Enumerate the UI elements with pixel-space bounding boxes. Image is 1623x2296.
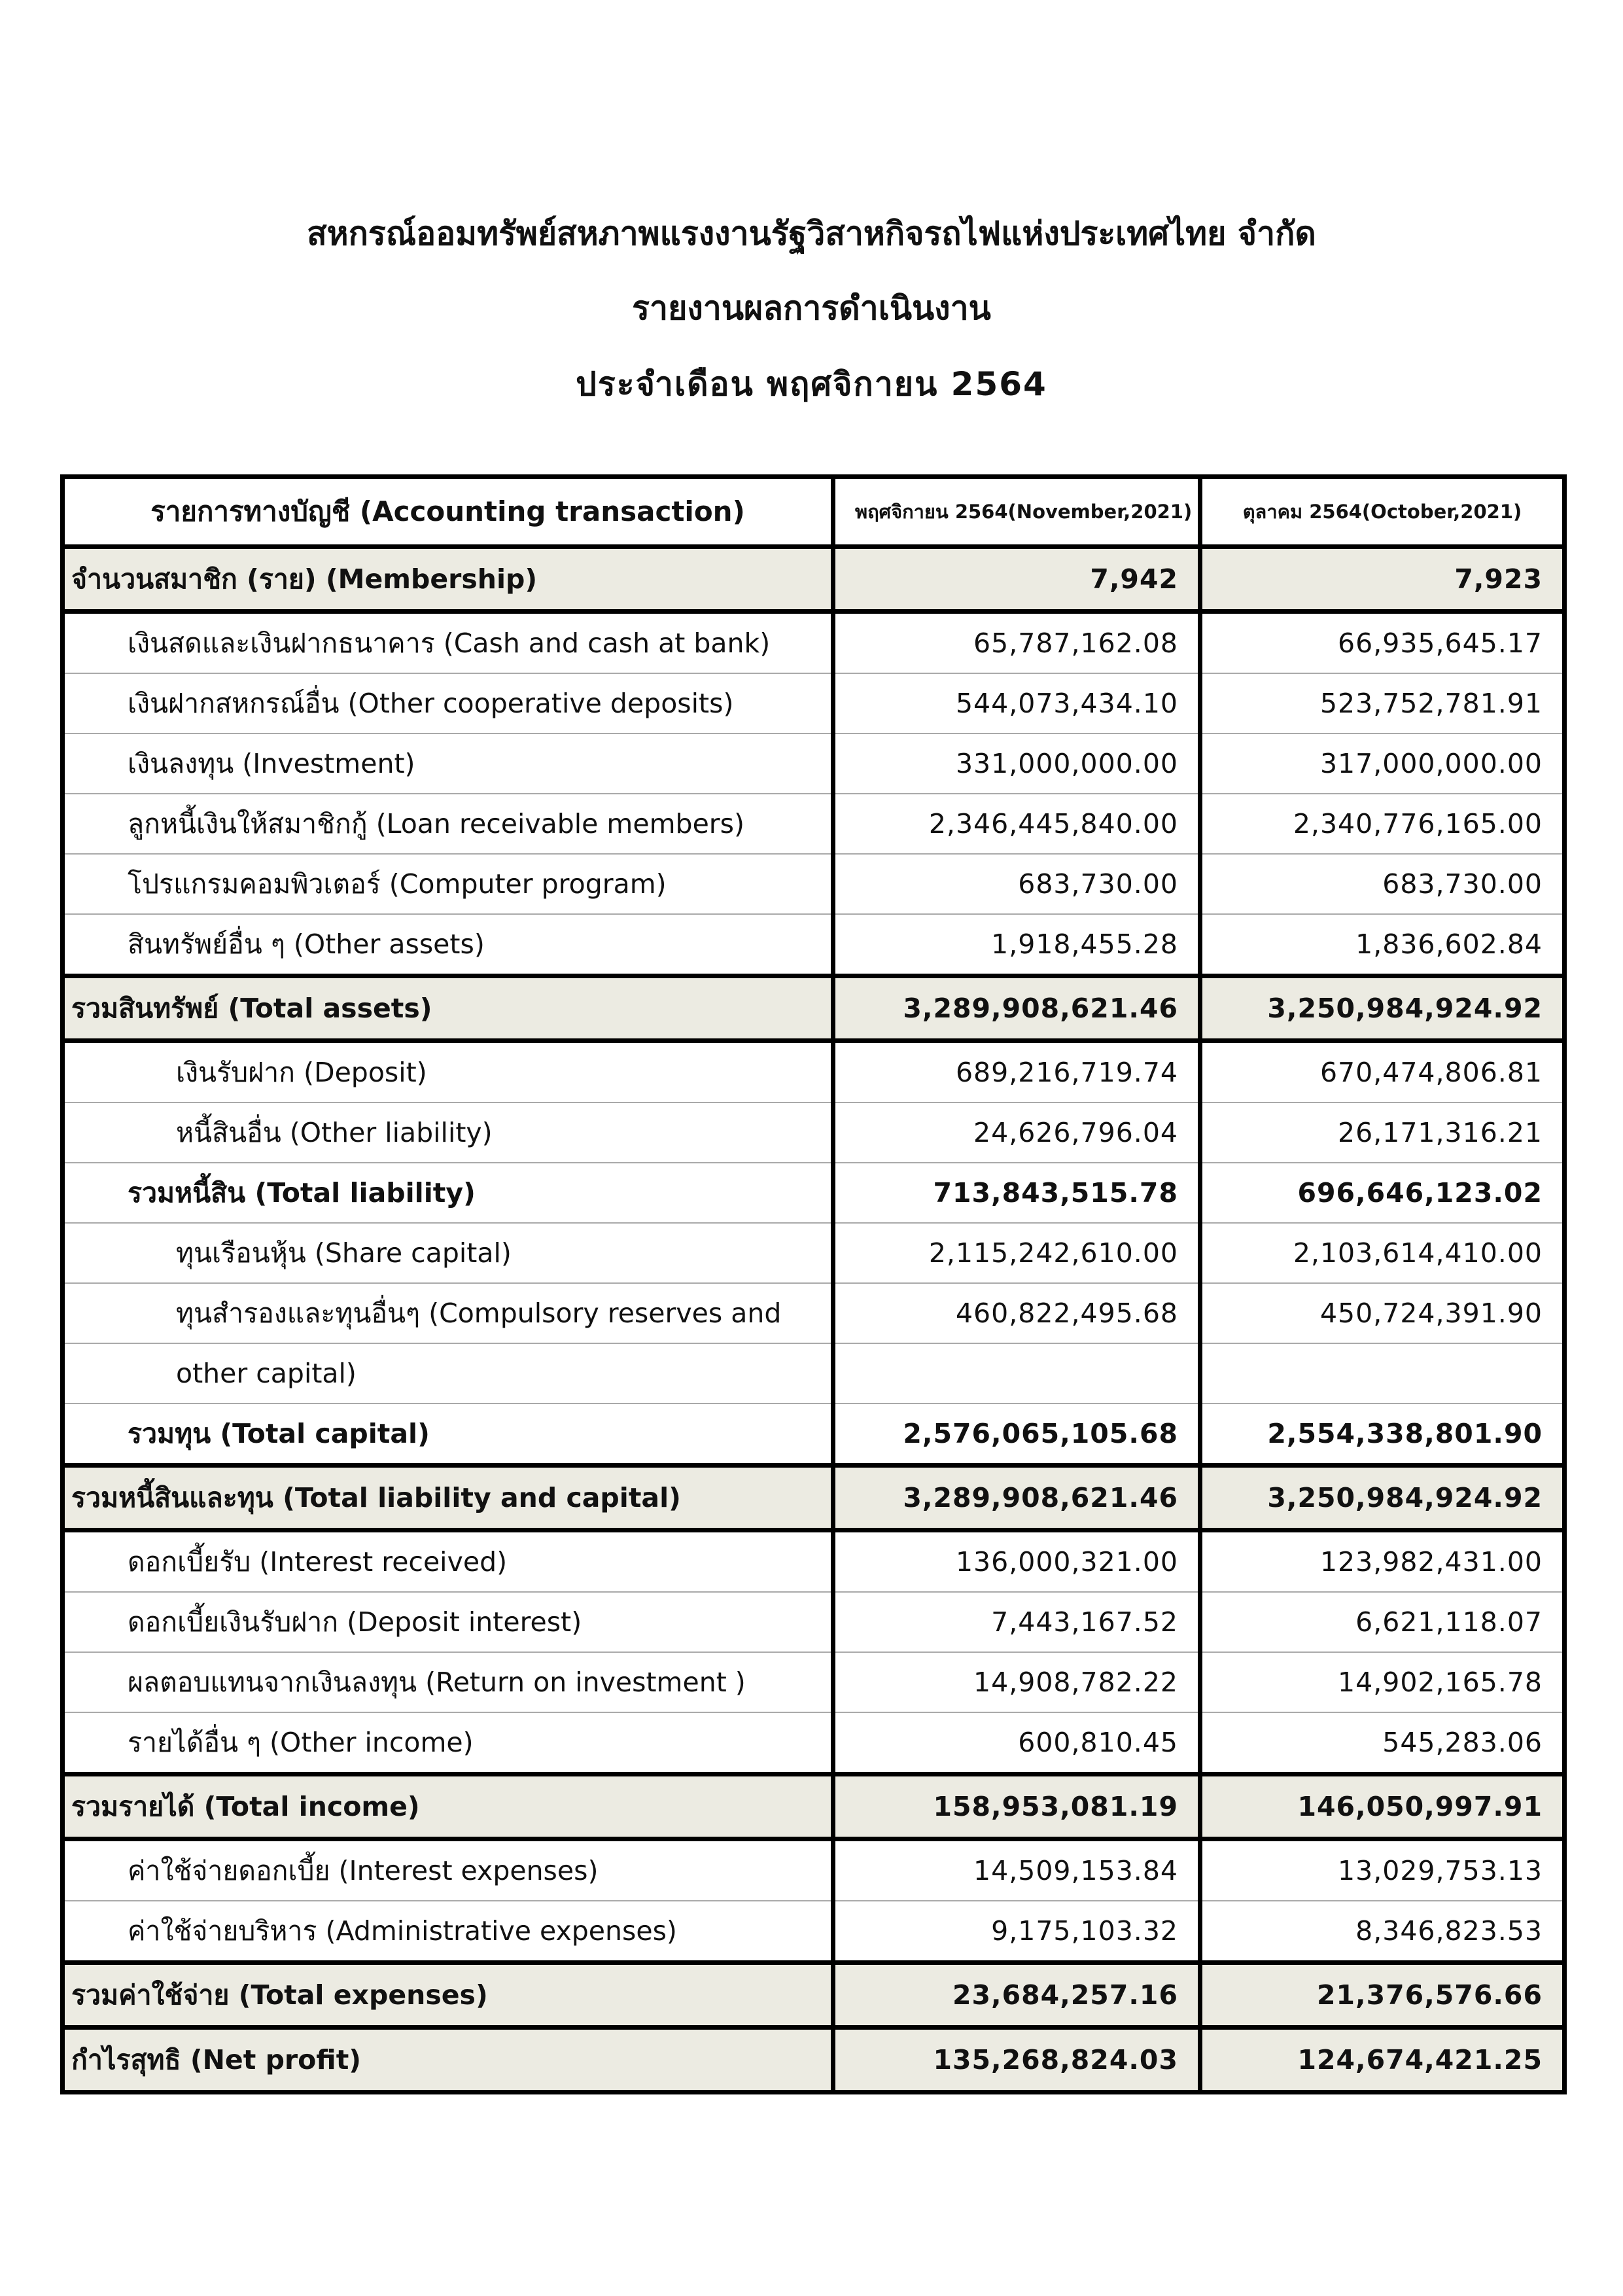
row-value-october: 2,554,338,801.90: [1200, 1404, 1565, 1466]
row-value-november: 460,822,495.68: [833, 1283, 1200, 1343]
row-label: ผลตอบแทนจากเงินลงทุน (Return on investment ): [63, 1652, 833, 1712]
table-row: [63, 794, 1565, 854]
row-label: รวมรายได้ (Total income): [63, 1775, 833, 1839]
row-label: จำนวนสมาชิก (ราย) (Membership): [63, 547, 833, 612]
table-row: [63, 2028, 1565, 2093]
row-value-october: 545,283.06: [1200, 1712, 1565, 1775]
row-value-november: 23,684,257.16: [833, 1963, 1200, 2028]
row-value-november: 136,000,321.00: [833, 1530, 1200, 1593]
row-label: เงินสดและเงินฝากธนาคาร (Cash and cash at bank): [63, 612, 833, 674]
row-value-october: 317,000,000.00: [1200, 733, 1565, 794]
row-value-october: 696,646,123.02: [1200, 1163, 1565, 1223]
table-row: [63, 1592, 1565, 1652]
row-value-october: 1,836,602.84: [1200, 914, 1565, 976]
table-row: [63, 1041, 1565, 1103]
row-value-october: 670,474,806.81: [1200, 1041, 1565, 1103]
row-value-november: [833, 1343, 1200, 1404]
row-label: กำไรสุทธิ (Net profit): [63, 2028, 833, 2093]
row-label: ทุนเรือนหุ้น (Share capital): [63, 1223, 833, 1283]
row-value-november: 689,216,719.74: [833, 1041, 1200, 1103]
report-title-org: สหกรณ์ออมทรัพย์สหภาพแรงงานรัฐวิสาหกิจรถไฟแห่งประเทศไทย จำกัด: [307, 215, 1316, 253]
row-value-november: 713,843,515.78: [833, 1163, 1200, 1223]
table-row: [63, 1530, 1565, 1593]
row-label: สินทรัพย์อื่น ๆ (Other assets): [63, 914, 833, 976]
row-value-october: 683,730.00: [1200, 854, 1565, 914]
row-label: other capital): [63, 1343, 833, 1404]
row-value-october: 66,935,645.17: [1200, 612, 1565, 674]
row-value-november: 14,908,782.22: [833, 1652, 1200, 1712]
table-row: [63, 1343, 1565, 1404]
table-row: [63, 612, 1565, 674]
row-label: ดอกเบี้ยเงินรับฝาก (Deposit interest): [63, 1592, 833, 1652]
row-value-november: 14,509,153.84: [833, 1839, 1200, 1901]
row-value-november: 3,289,908,621.46: [833, 976, 1200, 1041]
row-value-november: 600,810.45: [833, 1712, 1200, 1775]
row-label: รวมทุน (Total capital): [63, 1404, 833, 1466]
header-accounting-transaction: รายการทางบัญชี (Accounting transaction): [63, 477, 833, 547]
table-row: [63, 673, 1565, 733]
table-row: [63, 1283, 1565, 1343]
row-label: รายได้อื่น ๆ (Other income): [63, 1712, 833, 1775]
row-value-october: 3,250,984,924.92: [1200, 976, 1565, 1041]
table-row: [63, 914, 1565, 976]
table-row: [63, 1963, 1565, 2028]
table-row: [63, 1712, 1565, 1775]
row-value-november: 2,115,242,610.00: [833, 1223, 1200, 1283]
row-value-november: 7,942: [833, 547, 1200, 612]
row-value-november: 65,787,162.08: [833, 612, 1200, 674]
header-november: พฤศจิกายน 2564(November,2021): [833, 477, 1200, 547]
row-value-october: [1200, 1343, 1565, 1404]
row-value-november: 2,346,445,840.00: [833, 794, 1200, 854]
table-row: [63, 1223, 1565, 1283]
row-value-october: 523,752,781.91: [1200, 673, 1565, 733]
row-value-november: 683,730.00: [833, 854, 1200, 914]
row-value-october: 123,982,431.00: [1200, 1530, 1565, 1593]
row-value-november: 9,175,103.32: [833, 1901, 1200, 1963]
row-value-october: 124,674,421.25: [1200, 2028, 1565, 2093]
row-value-november: 7,443,167.52: [833, 1592, 1200, 1652]
table-row: [63, 1103, 1565, 1163]
row-value-november: 158,953,081.19: [833, 1775, 1200, 1839]
table-row: [63, 733, 1565, 794]
row-value-october: 2,340,776,165.00: [1200, 794, 1565, 854]
row-label: หนี้สินอื่น (Other liability): [63, 1103, 833, 1163]
row-label: ค่าใช้จ่ายดอกเบี้ย (Interest expenses): [63, 1839, 833, 1901]
row-label: เงินฝากสหกรณ์อื่น (Other cooperative deposits): [63, 673, 833, 733]
row-label: ดอกเบี้ยรับ (Interest received): [63, 1530, 833, 1593]
row-label: รวมค่าใช้จ่าย (Total expenses): [63, 1963, 833, 2028]
table-row: [63, 1839, 1565, 1901]
report-title-type: รายงานผลการดำเนินงาน: [632, 289, 991, 327]
table-row: [63, 1163, 1565, 1223]
row-label: รวมสินทรัพย์ (Total assets): [63, 976, 833, 1041]
row-label: รวมหนี้สินและทุน (Total liability and capital): [63, 1466, 833, 1530]
row-label: เงินลงทุน (Investment): [63, 733, 833, 794]
header-october: ตุลาคม 2564(October,2021): [1200, 477, 1565, 547]
row-value-november: 2,576,065,105.68: [833, 1404, 1200, 1466]
row-value-november: 135,268,824.03: [833, 2028, 1200, 2093]
table-row: [63, 547, 1565, 612]
row-value-october: 450,724,391.90: [1200, 1283, 1565, 1343]
row-value-october: 2,103,614,410.00: [1200, 1223, 1565, 1283]
table-row: [63, 1404, 1565, 1466]
table-row: [63, 1775, 1565, 1839]
table-row: [63, 1652, 1565, 1712]
row-label: รวมหนี้สิน (Total liability): [63, 1163, 833, 1223]
table-row: [63, 854, 1565, 914]
row-label: โปรแกรมคอมพิวเตอร์ (Computer program): [63, 854, 833, 914]
report-title-period: ประจำเดือน พฤศจิกายน 2564: [576, 365, 1047, 403]
table-row: [63, 1466, 1565, 1530]
row-value-november: 544,073,434.10: [833, 673, 1200, 733]
row-label: ทุนสำรองและทุนอื่นๆ (Compulsory reserves and: [63, 1283, 833, 1343]
row-value-october: 14,902,165.78: [1200, 1652, 1565, 1712]
row-value-october: 21,376,576.66: [1200, 1963, 1565, 2028]
row-value-october: 3,250,984,924.92: [1200, 1466, 1565, 1530]
row-value-november: 24,626,796.04: [833, 1103, 1200, 1163]
row-value-november: 331,000,000.00: [833, 733, 1200, 794]
row-label: ค่าใช้จ่ายบริหาร (Administrative expenses): [63, 1901, 833, 1963]
row-label: ลูกหนี้เงินให้สมาชิกกู้ (Loan receivable members): [63, 794, 833, 854]
table-row: [63, 976, 1565, 1041]
row-value-november: 1,918,455.28: [833, 914, 1200, 976]
accounting-table: [60, 474, 1567, 2094]
row-value-october: 26,171,316.21: [1200, 1103, 1565, 1163]
table-row: [63, 1901, 1565, 1963]
row-value-october: 8,346,823.53: [1200, 1901, 1565, 1963]
row-value-october: 7,923: [1200, 547, 1565, 612]
table-header-row: [63, 477, 1565, 547]
row-label: เงินรับฝาก (Deposit): [63, 1041, 833, 1103]
row-value-november: 3,289,908,621.46: [833, 1466, 1200, 1530]
row-value-october: 146,050,997.91: [1200, 1775, 1565, 1839]
row-value-october: 13,029,753.13: [1200, 1839, 1565, 1901]
row-value-october: 6,621,118.07: [1200, 1592, 1565, 1652]
